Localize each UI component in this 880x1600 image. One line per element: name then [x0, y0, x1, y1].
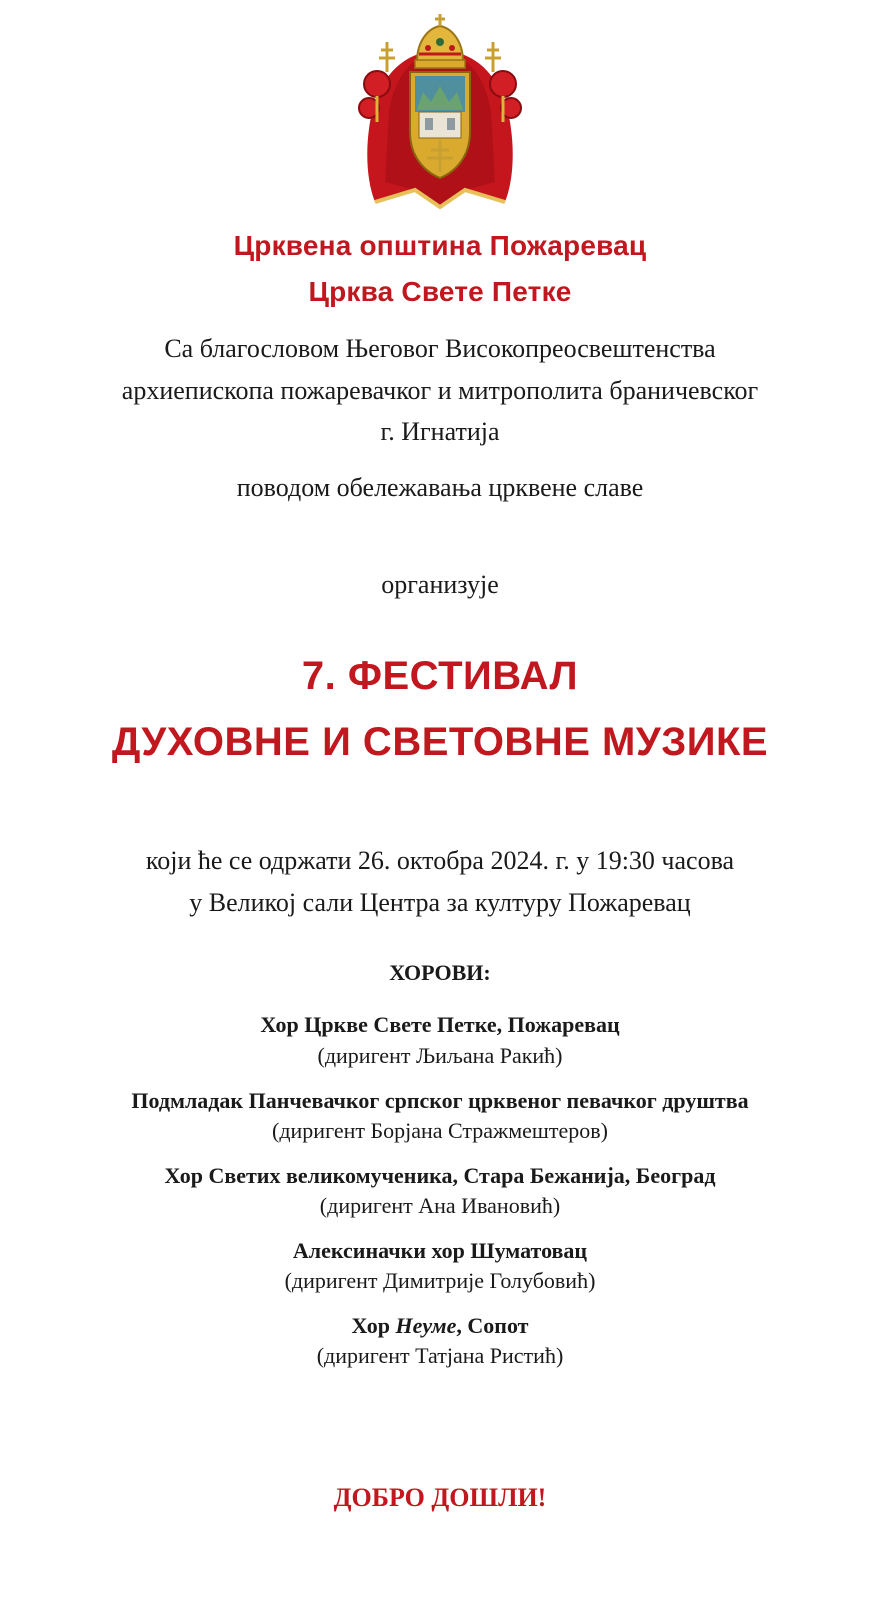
- choir-conductor: (диригент Татјана Ристић): [316, 1343, 564, 1368]
- choir-name-italic: Неуме: [395, 1313, 457, 1338]
- choir-name-neume: [0, 1313, 880, 1339]
- choir-conductor: (диригент Љиљана Ракић): [317, 1043, 563, 1068]
- choir-name-prefix: Хор: [351, 1313, 396, 1338]
- choir-name: Хор Цркве Свете Петке, Пожаревац: [260, 1012, 620, 1037]
- blessing-line-2: архиепископа пожаревачког и митрополита браничевског: [121, 376, 759, 405]
- event-venue: у Великој сали Центра за културу Пожаревац: [189, 888, 691, 917]
- occasion-text: поводом обележавања црквене славе: [236, 473, 644, 502]
- blessing-line-1: Са благословом Његовог Високопреосвештенства: [164, 334, 716, 363]
- choir-name: Алексиначки хор Шуматовац: [292, 1238, 588, 1263]
- organizes-text: организује: [381, 570, 499, 599]
- diocese-coat-of-arms-icon: [355, 12, 525, 212]
- choir-name-suffix: , Сопот: [456, 1313, 529, 1338]
- choir-name: Хор Светих великомученика, Стара Бежанија, Београд: [164, 1163, 716, 1188]
- event-date-time: који ће се одржати 26. октобра 2024. г. у 19:30 часова: [145, 846, 735, 875]
- choir-conductor: (диригент Димитрије Голубовић): [284, 1268, 596, 1293]
- choir-conductor: (диригент Ана Ивановић): [319, 1193, 561, 1218]
- choir-conductor: (диригент Борјана Стражмештеров): [272, 1118, 608, 1143]
- festival-title-line-1: 7. ФЕСТИВАЛ: [301, 654, 579, 698]
- welcome-text: ДОБРО ДОШЛИ!: [333, 1483, 547, 1512]
- church-name-title: Црква Свете Петке: [308, 276, 572, 307]
- festival-title-line-2: ДУХОВНЕ И СВЕТОВНЕ МУЗИКЕ: [111, 720, 769, 764]
- choirs-heading: ХОРОВИ:: [389, 960, 491, 985]
- blessing-line-3: г. Игнатија: [380, 417, 500, 446]
- choir-name: Подмладак Панчевачког српског црквеног певачког друштва: [131, 1088, 749, 1113]
- church-municipality-title: Црквена општина Пожаревац: [233, 230, 647, 261]
